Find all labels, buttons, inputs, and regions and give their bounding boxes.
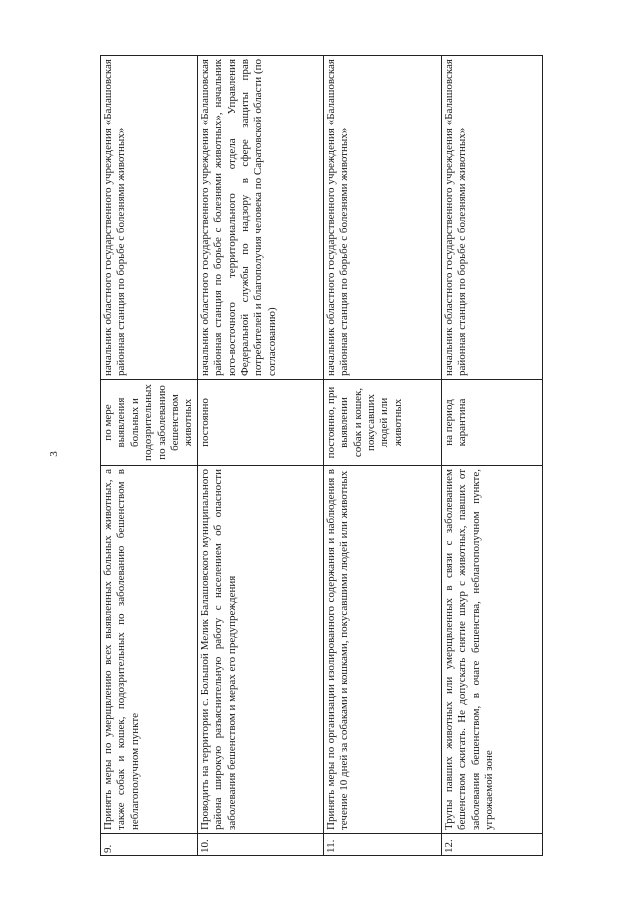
table-row <box>323 56 441 856</box>
term-cell: постоянно <box>197 380 323 466</box>
table-row <box>101 56 198 856</box>
rotated-table-wrapper <box>100 56 540 856</box>
action-cell: Проводить на территории с. Большой Мелик Балашовского муниципального района широкую разъяснительную работу с населением об опасности заболевания бешенством и мерах его предупреждения <box>197 466 323 834</box>
row-number: 12. <box>441 834 542 856</box>
row-number: 10. <box>197 834 323 856</box>
term-cell: по мере выявления больных и подозрительных по заболеванию бешенством животных <box>101 380 198 466</box>
responsible-cell: начальник областного государственного учреждения «Балашовская районная станция по борьбе с болезнями животных» <box>101 56 198 380</box>
row-number: 11. <box>323 834 441 856</box>
action-cell: Принять меры по умерщвлению всех выявленных больных животных, а также собак и кошек, подозрительных по заболеванию бешенством в неблагополучном пункте <box>101 466 198 834</box>
table-row <box>441 56 542 856</box>
responsible-cell: начальник областного государственного учреждения «Балашовская районная станция по борьбе с болезнями животных» <box>441 56 542 380</box>
page-number: 3 <box>47 451 60 457</box>
term-cell: на период карантина <box>441 380 542 466</box>
responsible-cell: начальник областного государственного учреждения «Балашовская районная станция по борьбе с болезнями животных», начальник юго-восточного территориального отдела Управления Федеральной службы по надзору в сфере защиты прав потребителей и благополучия человека по Саратовской области (по согласованию) <box>197 56 323 380</box>
action-cell: Трупы павших животных или умерщвленных в связи с заболеванием бешенством сжигать. Не допускать снятие шкур с животных, павших от заболевания бешенством, в очаге бешенства, неблагополучном пункте, угрожаемой зоне <box>441 466 542 834</box>
measures-table <box>100 55 543 856</box>
responsible-cell: начальник областного государственного учреждения «Балашовская районная станция по борьбе с болезнями животных» <box>323 56 441 380</box>
term-cell: постоянно, при выявлении собак и кошек, покусавших людей или животных <box>323 380 441 466</box>
row-number: 9. <box>101 834 198 856</box>
table-row <box>197 56 323 856</box>
action-cell: Принять меры по организации изолированного содержания и наблюдения в течение 10 дней за собаками и кошками, покусавшими людей или животных <box>323 466 441 834</box>
table-frame <box>100 56 540 856</box>
